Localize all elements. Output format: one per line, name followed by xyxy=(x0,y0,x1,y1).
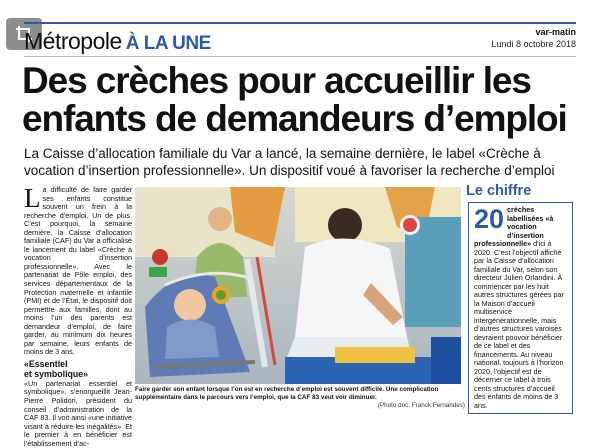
body-paragraph-1-text: a difficulté de faire garder ses enfants constitue souvent un frein à la recherche d’emploi. Un de plus. C’est pourquoi, la semaine dernière, la Caisse d’allocation familiale (CAF) du Var a officialisé le lancement du label «Crèche à vocation d’insertion professionnelle». Avec le partenariat de Pôle emploi, des services départementaux de la Protection maternelle et infantile (PMI) et de l’État, le dispositif doit permettre aux familles, dont au moins l’un des parents est demandeur d’emploi, de faire garder, au minimum dix heures par semaine, leurs enfants de moins de 3 ans. xyxy=(24,185,132,357)
top-rule xyxy=(24,22,576,24)
sidebar-box xyxy=(468,202,573,414)
headline-line-2: enfants de demandeurs d’emploi xyxy=(22,98,567,139)
issue-date: Lundi 8 octobre 2018 xyxy=(491,39,576,49)
header-rule xyxy=(24,56,576,57)
article-photo xyxy=(135,187,461,384)
subhead xyxy=(24,359,132,379)
paper-name: var-matin xyxy=(535,27,576,37)
lede-line-1: La Caisse d’allocation familiale du Var a lancé, la semaine dernière, le label «Crèche à xyxy=(24,146,541,161)
subhead-line-1: «Essentiel xyxy=(24,358,68,369)
sidebar-text-bold: crèches labellisées «à vocation d’insertion professionnelle» xyxy=(474,205,554,248)
photo-illustration xyxy=(135,187,461,384)
subsection-name: À LA UNE xyxy=(125,33,211,54)
sidebar-text-rest: d’ici à 2020. C’est l’objectif affiché par la Caisse d’allocation familiale du Var, selon son directeur Julien Orlandini. À commencer par les huit autres structures gérées par la Maison d’accueil multiservice intergénérationnelle, mais d’autres structures varoises devraient pouvoir bénéficier de ce label et des financements. Au niveau national, toujours à l’horizon 2020, l’objectif est de décerner ce label à trois cents structures d’accueil des enfants de moins de 3 ans. xyxy=(474,239,564,410)
headline-line-1: Des crèches pour accueillir les xyxy=(22,60,531,101)
photo-caption: Faire garder son enfant lorsque l’on est en recherche d’emploi est souvent difficile. Une complication supplémentaire dans le parcours vers l’emploi, que la CAF 83 veut voir diminuer. xyxy=(135,386,439,401)
sidebar-title: Le chiffre xyxy=(466,183,532,199)
body-paragraph-2: «Un partenariat essentiel et symbolique», s’enorgueillit Jean-Pierre Polidori, président du conseil d’administration de la CAF 83. Il voit ainsi «une initiative visant à réduire les inégalités». Et le premier à en bénéficier est l’établissement d’ac- xyxy=(24,378,132,448)
subhead-line-2: et symbolique» xyxy=(24,368,89,379)
sidebar-text xyxy=(474,206,567,410)
lede-line-2: vocation d’insertion professionnelle». Un dispositif voué à favoriser la recherche d’emploi xyxy=(24,162,555,178)
headline xyxy=(22,62,582,138)
article-body xyxy=(24,183,132,448)
body-paragraph-1 xyxy=(24,183,132,357)
section-rubric xyxy=(24,28,211,55)
lede xyxy=(24,146,580,179)
photo-credit: (Photo doc. Franck Fernandes) xyxy=(377,402,465,409)
sidebar-number: 20 xyxy=(474,204,505,234)
dropcap: L xyxy=(24,183,41,213)
section-name: Métropole xyxy=(24,28,122,54)
